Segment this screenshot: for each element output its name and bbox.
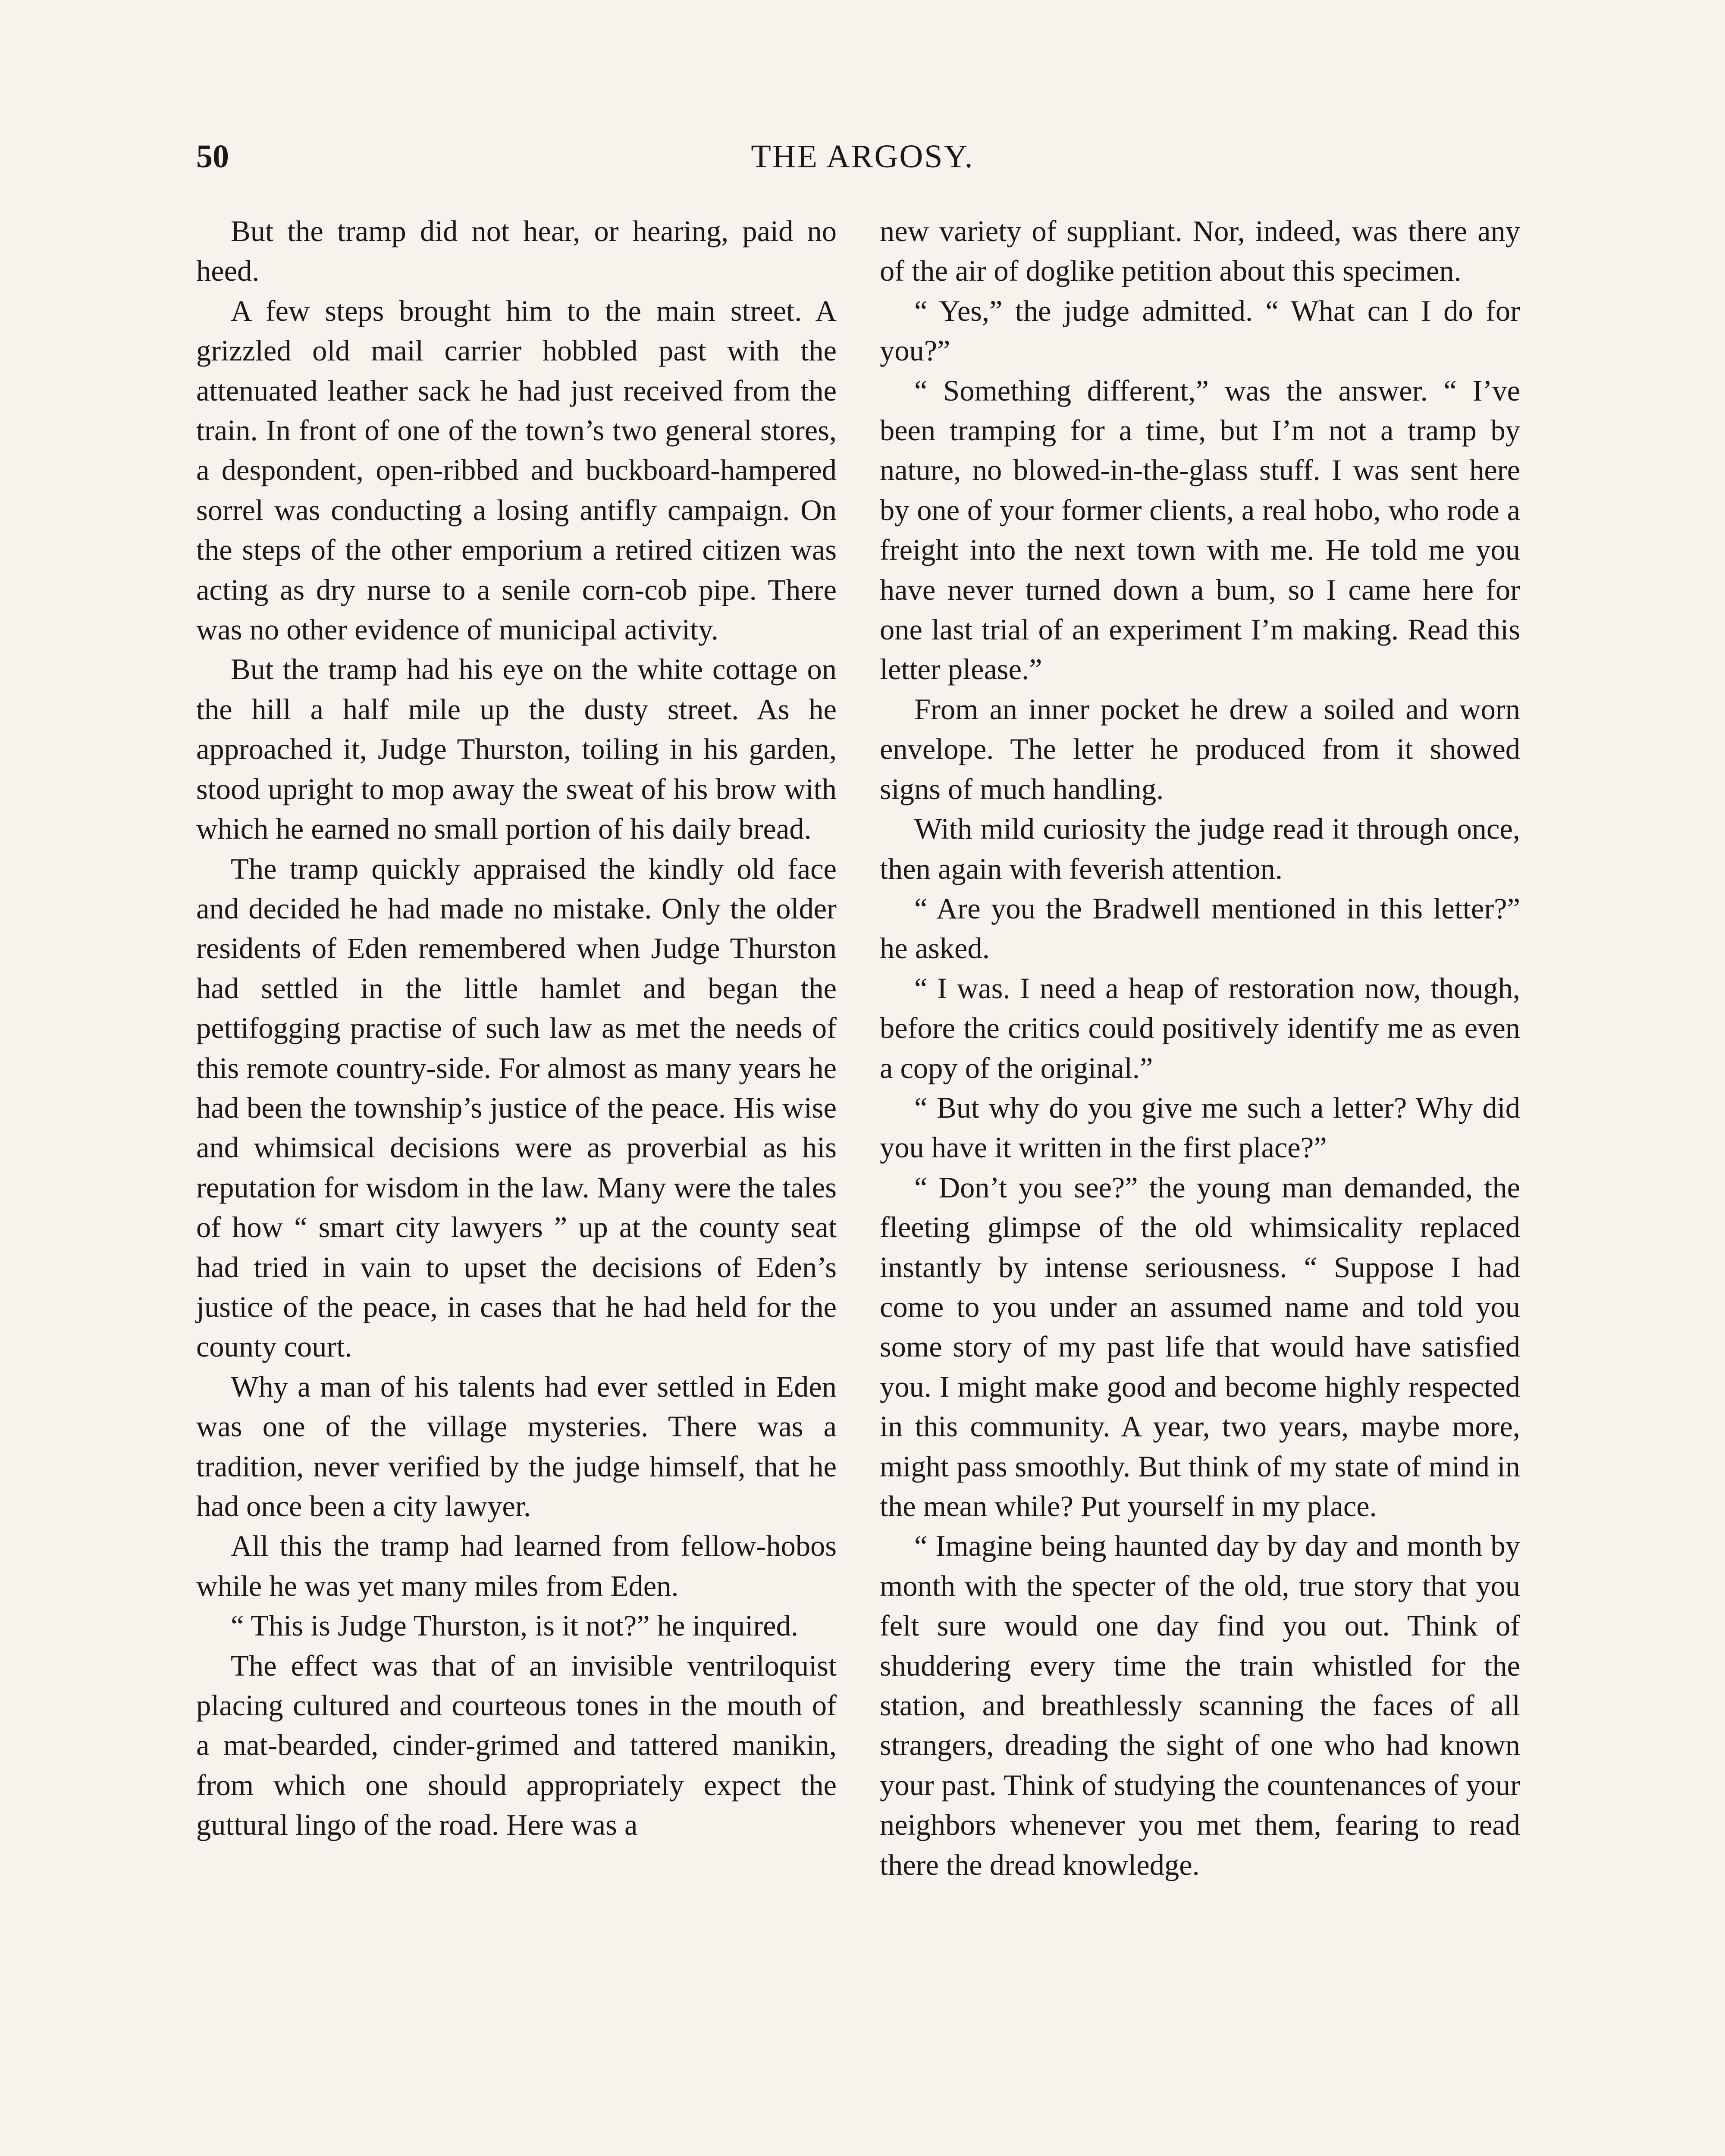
paragraph: All this the tramp had learned from fellow-hobos while he was yet many miles from Eden. xyxy=(196,1529,837,1602)
paragraph: “ Yes,” the judge admitted. “ What can I do for you?” xyxy=(880,294,1520,367)
paragraph: “ But why do you give me such a letter? Why did you have it written in the first place?” xyxy=(880,1091,1520,1164)
right-column xyxy=(880,211,1520,1885)
paragraph: “ Don’t you see?” the young man demanded, the fleeting glimpse of the old whimsicality replaced instantly by intense seriousness. “ Suppose I had come to you under an assumed name and told you some story of my past life that would have satisfied you. I might make good and become highly respected in this community. A year, two years, maybe more, might pass smoothly. But think of my state of mind in the mean while? Put yourself in my place. xyxy=(880,1171,1520,1523)
page-header xyxy=(196,138,1529,190)
paragraph: “ I was. I need a heap of restoration now, though, before the critics could positively identify me as even a copy of the original.” xyxy=(880,971,1520,1084)
paragraph: “ Something different,” was the answer. “ I’ve been tramping for a time, but I’m not a tramp by nature, no blowed-in-the-glass stuff. I was sent here by one of your former clients, a real hobo, who rode a freight into the next town with me. He told me you have never turned down a bum, so I came here for one last trial of an experiment I’m making. Read this letter please.” xyxy=(880,374,1520,686)
paragraph: But the tramp did not hear, or hearing, paid no heed. xyxy=(196,215,837,288)
paragraph: But the tramp had his eye on the white cottage on the hill a half mile up the dusty street. As he approached it, Judge Thurston, toiling in his garden, stood upright to mop away the sweat of his brow with which he earned no small portion of his daily bread. xyxy=(196,653,837,846)
paragraph: “ Imagine being haunted day by day and month by month with the specter of the old, true story that you felt sure would one day find you out. Think of shuddering every time the train whistled for the station, and breathlessly scanning the faces of all strangers, dreading the sight of one who had known your past. Think of studying the countenances of your neighbors whenever you met them, fearing to read there the dread knowledge. xyxy=(880,1529,1520,1881)
paragraph: The effect was that of an invisible ventriloquist placing cultured and courteous tones in the mouth of a mat-bearded, cinder-grimed and tattered manikin, from which one should appropriately expect the guttural lingo of the road. Here was a xyxy=(196,1649,837,1842)
paragraph: With mild curiosity the judge read it through once, then again with feverish attention. xyxy=(880,812,1520,885)
paragraph: A few steps brought him to the main street. A grizzled old mail carrier hobbled past with the attenuated leather sack he had just received from the train. In front of one of the town’s two general stores, a despondent, open-ribbed and buckboard-hampered sorrel was conducting a losing antifly campaign. On the steps of the other emporium a retired citizen was acting as dry nurse to a senile corn-cob pipe. There was no other evidence of municipal activity. xyxy=(196,294,837,646)
paragraph: Why a man of his talents had ever settled in Eden was one of the village mysteries. There was a tradition, never verified by the judge himself, that he had once been a city lawyer. xyxy=(196,1370,837,1523)
paragraph: “ Are you the Bradwell mentioned in this letter?” he asked. xyxy=(880,892,1520,965)
running-head-title: THE ARGOSY. xyxy=(751,138,974,175)
paragraph: “ This is Judge Thurston, is it not?” he inquired. xyxy=(231,1609,798,1642)
left-column xyxy=(196,211,837,1845)
paragraph: From an inner pocket he drew a soiled and worn envelope. The letter he produced from it showed signs of much handling. xyxy=(880,693,1520,805)
page-number: 50 xyxy=(196,138,229,175)
paragraph: The tramp quickly appraised the kindly old face and decided he had made no mistake. Only the older residents of Eden remembered when Judge Thurston had settled in the little hamlet and began the pettifogging practise of such law as met the needs of this remote country-side. For almost as many years he had been the township’s justice of the peace. His wise and whimsical decisions were as proverbial as his reputation for wisdom in the law. Many were the tales of how “ smart city lawyers ” up at the county seat had tried in vain to upset the decisions of Eden’s justice of the peace, in cases that he had held for the county court. xyxy=(196,852,837,1363)
paragraph-continued: new variety of suppliant. Nor, indeed, was there any of the air of doglike petition about this specimen. xyxy=(880,215,1520,288)
